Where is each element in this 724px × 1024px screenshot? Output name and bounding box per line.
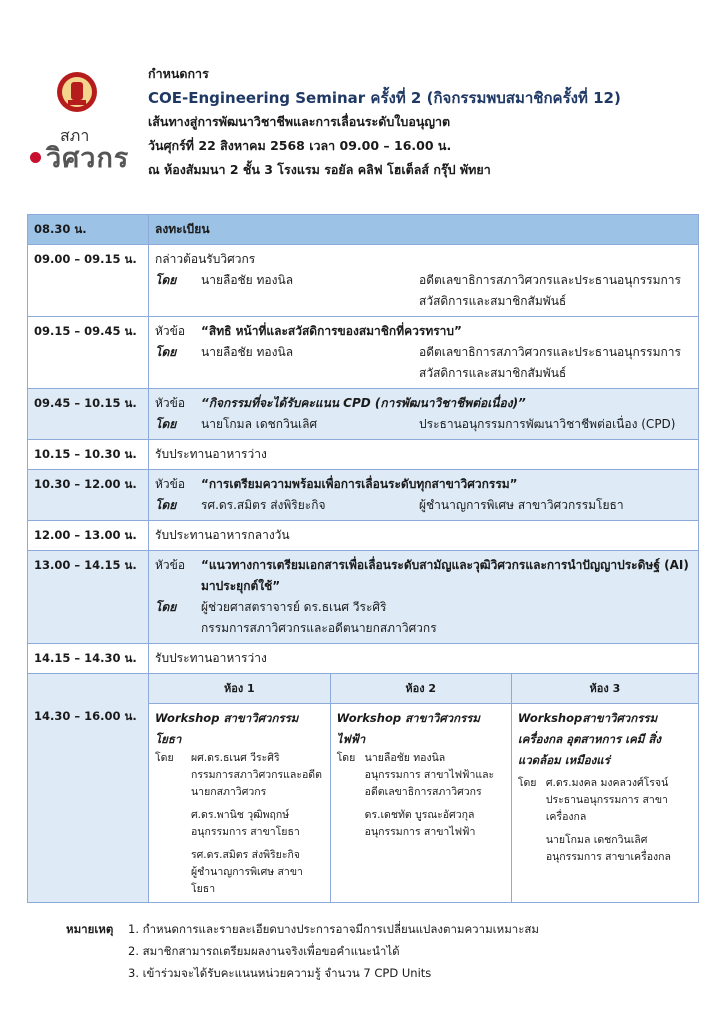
by-label: โดย bbox=[517, 777, 537, 789]
schedule-row bbox=[28, 470, 699, 521]
schedule-row-registration bbox=[28, 215, 699, 245]
brand-dot bbox=[30, 152, 41, 163]
room-header: ห้อง 3 bbox=[511, 674, 698, 704]
speaker-role: ผู้ชำนาญการพิเศษ สาขาโยธา bbox=[191, 866, 303, 895]
time-cell: 14.30 – 16.00 น. bbox=[28, 674, 149, 903]
note-item: 1. กำหนดการและรายละเอียดบางประการอาจมีการเปลี่ยนแปลงตามความเหมาะสม bbox=[128, 922, 540, 936]
speaker-role: อนุกรรมการ สาขาไฟฟ้าและอดีตเลขาธิการสภาวิศวกร bbox=[364, 769, 495, 798]
schedule-row bbox=[28, 389, 699, 440]
speaker-name: นายโกมล เดชกวินเลิศ bbox=[201, 417, 318, 431]
by-label: โดย bbox=[155, 345, 177, 359]
room-3-details bbox=[511, 704, 698, 903]
schedule-table bbox=[27, 214, 699, 903]
by-label: โดย bbox=[155, 273, 177, 287]
schedule-row bbox=[28, 521, 699, 551]
speaker-role: อนุกรรมการ สาขาเครื่องกล bbox=[545, 851, 671, 863]
activity-cell bbox=[149, 317, 699, 389]
speaker-name: รศ.ดร.สมิตร ส่งพิริยะกิจ bbox=[191, 849, 300, 861]
topic-text: “สิทธิ หน้าที่และสวัสดิการของสมาชิกที่ควรทราบ” bbox=[201, 324, 462, 338]
by-label: โดย bbox=[336, 752, 356, 764]
speaker-name: นายลือชัย ทองนิล bbox=[364, 752, 446, 764]
activity-cell: รับประทานอาหารกลางวัน bbox=[149, 521, 699, 551]
topic-text: “การเตรียมความพร้อมเพื่อการเลื่อนระดับทุกสาขาวิศวกรรม” bbox=[201, 477, 518, 491]
speaker-name: ศ.ดร.มงคล มงคลวงศ์โรจน์ bbox=[545, 777, 669, 789]
topic-text: “แนวทางการเตรียมเอกสารเพื่อเลื่อนระดับสามัญและวุฒิวิศวกรและการนำปัญญาประดิษฐ์ (AI) มาประยุกต์ใช้” bbox=[201, 558, 689, 593]
time-cell: 14.15 – 14.30 น. bbox=[28, 644, 149, 674]
workshop-cell bbox=[149, 674, 699, 903]
speaker-name: นายโกมล เดชกวินเลิศ bbox=[545, 834, 648, 846]
speaker-role: อนุกรรมการ สาขาไฟฟ้า bbox=[364, 826, 476, 838]
time-cell: 09.00 – 09.15 น. bbox=[28, 245, 149, 317]
speaker-name: ศ.ดร.พานิช วุฒิพฤกษ์ bbox=[191, 809, 290, 821]
seminar-date: วันศุกร์ที่ 22 สิงหาคม 2568 เวลา 09.00 – 16.00 น. bbox=[148, 138, 452, 153]
notes-label: หมายเหตุ bbox=[66, 922, 114, 936]
workshop-title: Workshop สาขาวิศวกรรมโยธา bbox=[155, 711, 299, 746]
time-cell: 12.00 – 13.00 น. bbox=[28, 521, 149, 551]
speaker-role: ประธานอนุกรรมการพัฒนาวิชาชีพต่อเนื่อง (CPD) bbox=[419, 417, 676, 431]
council-logo bbox=[30, 66, 140, 176]
speaker-role: ประธานอนุกรรมการ สาขาเครื่องกล bbox=[545, 794, 668, 823]
speaker-name: นายลือชัย ทองนิล bbox=[201, 273, 294, 287]
note-item: 2. สมาชิกสามารถเตรียมผลงานจริงเพื่อขอคำแนะนำได้ bbox=[128, 944, 400, 958]
schedule-row bbox=[28, 317, 699, 389]
topic-label: หัวข้อ bbox=[155, 558, 186, 572]
activity-text: กล่าวต้อนรับวิศวกร bbox=[155, 252, 256, 266]
speaker-role: กรรมการสภาวิศวกรและอดีตนายกสภาวิศวกร bbox=[191, 769, 322, 798]
speaker-name: ดร.เดชทัต บูรณะอัศวกุล bbox=[364, 809, 475, 821]
workshop-title: Workshopสาขาวิศวกรรมเครื่องกล อุตสาหการ เคมี สิ่งแวดล้อม เหมืองแร่ bbox=[517, 711, 662, 767]
seminar-venue: ณ ห้องสัมมนา 2 ชั้น 3 โรงแรม รอยัล คลิฟ โฮเต็ลส์ กรุ๊ป พัทยา bbox=[148, 162, 491, 177]
time-cell: 09.45 – 10.15 น. bbox=[28, 389, 149, 440]
page-header bbox=[148, 62, 708, 182]
activity-cell: ลงทะเบียน bbox=[149, 215, 699, 245]
activity-cell: รับประทานอาหารว่าง bbox=[149, 644, 699, 674]
speaker-name: ผู้ช่วยศาสตราจารย์ ดร.ธเนศ วีระศิริ bbox=[201, 600, 387, 614]
time-cell: 09.15 – 09.45 น. bbox=[28, 317, 149, 389]
speaker-role: อนุกรรมการ สาขาโยธา bbox=[191, 826, 300, 838]
workshop-title: Workshop สาขาวิศวกรรมไฟฟ้า bbox=[336, 711, 481, 746]
speaker-name: นายลือชัย ทองนิล bbox=[201, 345, 294, 359]
time-cell: 13.00 – 14.15 น. bbox=[28, 551, 149, 644]
activity-cell bbox=[149, 551, 699, 644]
topic-text: “กิจกรรมที่จะได้รับคะแนน CPD (การพัฒนาวิชาชีพต่อเนื่อง)” bbox=[201, 396, 526, 410]
speaker-role: กรรมการสภาวิศวกรและอดีตนายกสภาวิศวกร bbox=[201, 621, 437, 635]
workshop-table bbox=[149, 674, 698, 902]
seminar-title: COE-Engineering Seminar ครั้งที่ 2 (กิจกรรมพบสมาชิกครั้งที่ 12) bbox=[148, 89, 621, 107]
schedule-row bbox=[28, 245, 699, 317]
schedule-label: กำหนดการ bbox=[148, 66, 209, 81]
speaker-name: ผศ.ดร.ธเนศ วีระศิริ bbox=[191, 752, 280, 764]
schedule-row bbox=[28, 551, 699, 644]
brand-name: วิศวกร bbox=[46, 143, 130, 174]
schedule-row bbox=[28, 644, 699, 674]
room-header: ห้อง 2 bbox=[330, 674, 511, 704]
seminar-subtitle: เส้นทางสู่การพัฒนาวิชาชีพและการเลื่อนระดับใบอนุญาต bbox=[148, 114, 451, 129]
topic-label: หัวข้อ bbox=[155, 396, 186, 410]
activity-cell: รับประทานอาหารว่าง bbox=[149, 440, 699, 470]
topic-label: หัวข้อ bbox=[155, 477, 186, 491]
by-label: โดย bbox=[155, 417, 177, 431]
by-label: โดย bbox=[155, 600, 177, 614]
by-label: โดย bbox=[155, 498, 177, 512]
room-header: ห้อง 1 bbox=[149, 674, 330, 704]
time-cell: 10.15 – 10.30 น. bbox=[28, 440, 149, 470]
speaker-role: อดีตเลขาธิการสภาวิศวกรและประธานอนุกรรมการ สวัสดิการและสมาชิกสัมพันธ์ bbox=[419, 345, 681, 380]
note-item: 3. เข้าร่วมจะได้รับคะแนนหน่วยความรู้ จำนวน 7 CPD Units bbox=[128, 966, 432, 980]
notes-section bbox=[66, 918, 539, 984]
activity-cell bbox=[149, 389, 699, 440]
topic-label: หัวข้อ bbox=[155, 324, 186, 338]
brand-small-text: สภา bbox=[60, 126, 90, 145]
room-2-details bbox=[330, 704, 511, 903]
time-cell: 10.30 – 12.00 น. bbox=[28, 470, 149, 521]
by-label: โดย bbox=[155, 752, 174, 764]
workshop-row bbox=[28, 674, 699, 903]
speaker-role: อดีตเลขาธิการสภาวิศวกรและประธานอนุกรรมการ สวัสดิการและสมาชิกสัมพันธ์ bbox=[419, 273, 681, 308]
speaker-name: รศ.ดร.สมิตร ส่งพิริยะกิจ bbox=[201, 498, 326, 512]
room-1-details bbox=[149, 704, 330, 903]
seal-icon bbox=[56, 70, 98, 116]
activity-cell bbox=[149, 245, 699, 317]
time-cell: 08.30 น. bbox=[28, 215, 149, 245]
schedule-row bbox=[28, 440, 699, 470]
speaker-role: ผู้ชำนาญการพิเศษ สาขาวิศวกรรมโยธา bbox=[419, 498, 624, 512]
activity-cell bbox=[149, 470, 699, 521]
